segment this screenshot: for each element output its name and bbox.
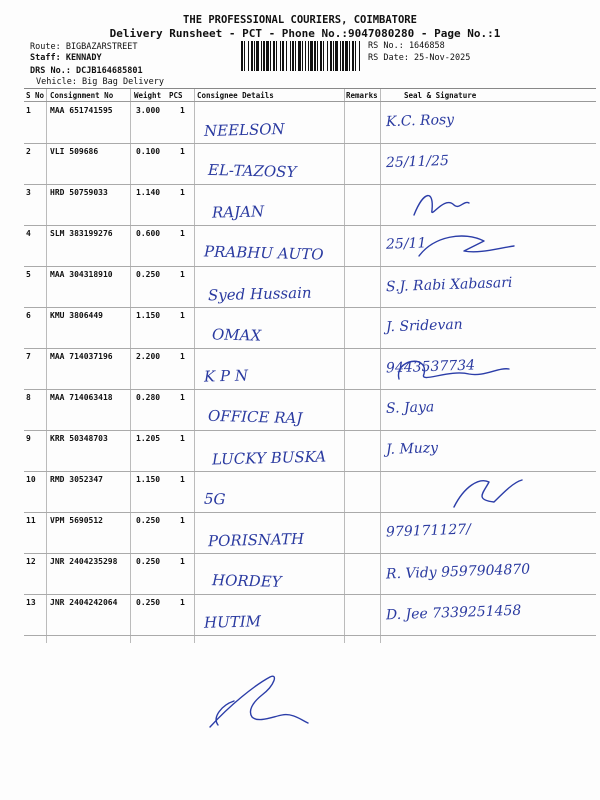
row-pcs: 1 bbox=[180, 434, 185, 443]
row-pcs: 1 bbox=[180, 106, 185, 115]
consignee-handwriting: HUTIM bbox=[203, 612, 262, 632]
row-consignment: MAA 714037196 bbox=[50, 352, 113, 361]
row-pcs: 1 bbox=[180, 598, 185, 607]
row-consignment: JNR 2404242064 bbox=[50, 598, 118, 607]
consignee-handwriting: NEELSON bbox=[203, 119, 285, 141]
row-weight: 1.150 bbox=[136, 311, 161, 320]
row-consignment: VPM 5690512 bbox=[50, 516, 103, 525]
row4-signature bbox=[404, 226, 534, 266]
row-weight: 0.280 bbox=[136, 393, 161, 402]
consignee-handwriting: PRABHU AUTO bbox=[203, 242, 324, 264]
row-pcs: 1 bbox=[180, 270, 185, 279]
row-weight: 3.000 bbox=[136, 106, 161, 115]
row-weight: 0.250 bbox=[136, 598, 161, 607]
row-pcs: 1 bbox=[180, 557, 185, 566]
table-row bbox=[24, 144, 596, 185]
runsheet-subtitle: Delivery Runsheet - PCT - Phone No.:9047080280 - Page No.:1 bbox=[109, 27, 501, 40]
row-sno: 6 bbox=[26, 311, 31, 320]
row-sno: 7 bbox=[26, 352, 31, 361]
row-consignment: SLM 383199276 bbox=[50, 229, 113, 238]
table-row bbox=[24, 103, 596, 144]
signature-handwriting: J. Muzy bbox=[385, 440, 439, 458]
row-sno: 10 bbox=[26, 475, 36, 484]
row-weight: 1.140 bbox=[136, 188, 161, 197]
row-consignment: KRR 50348703 bbox=[50, 434, 108, 443]
row-pcs: 1 bbox=[180, 147, 185, 156]
row-pcs: 1 bbox=[180, 352, 185, 361]
table-row bbox=[24, 595, 596, 636]
row-sno: 1 bbox=[26, 106, 31, 115]
consignee-handwriting: OFFICE RAJ bbox=[207, 406, 303, 428]
row-sno: 5 bbox=[26, 270, 31, 279]
consignee-handwriting: 5G bbox=[203, 489, 226, 509]
row-consignment: MAA 304318910 bbox=[50, 270, 113, 279]
barcode bbox=[240, 41, 362, 71]
row-sno: 13 bbox=[26, 598, 36, 607]
table-row bbox=[24, 513, 596, 554]
row-pcs: 1 bbox=[180, 311, 185, 320]
row-pcs: 1 bbox=[180, 516, 185, 525]
col-header-weight: Weight bbox=[134, 91, 162, 100]
row-sno: 12 bbox=[26, 557, 36, 566]
rs-number: RS No.: 1646858 bbox=[368, 41, 445, 51]
row-weight: 1.205 bbox=[136, 434, 161, 443]
signature-handwriting: S. Jaya bbox=[385, 399, 435, 417]
delivery-table bbox=[24, 88, 596, 643]
col-header-pcs: PCS bbox=[169, 91, 183, 100]
table-row bbox=[24, 390, 596, 431]
consignee-handwriting: RAJAN bbox=[211, 202, 265, 222]
row-sno: 8 bbox=[26, 393, 31, 402]
table-row bbox=[24, 554, 596, 595]
table-row bbox=[24, 308, 596, 349]
row-sno: 4 bbox=[26, 229, 31, 238]
col-header-remarks: Remarks bbox=[346, 91, 378, 100]
row-consignment: VLI 509686 bbox=[50, 147, 99, 156]
row7-signature bbox=[389, 349, 519, 389]
row-sno: 9 bbox=[26, 434, 31, 443]
row-consignment: MAA 651741595 bbox=[50, 106, 113, 115]
row-weight: 0.250 bbox=[136, 270, 161, 279]
signature-handwriting: D. Jee 7339251458 bbox=[385, 602, 522, 624]
table-row bbox=[24, 431, 596, 472]
drs-number: DRS No.: DCJB164685801 bbox=[30, 66, 143, 76]
consignee-handwriting: Syed Hussain bbox=[207, 283, 312, 305]
staff-label: Staff: KENNADY bbox=[30, 53, 102, 63]
row-consignment: KMU 3806449 bbox=[50, 311, 103, 320]
consignee-handwriting: LUCKY BUSKA bbox=[211, 447, 327, 469]
row-weight: 0.100 bbox=[136, 147, 161, 156]
signature-handwriting: S.J. Rabi Xabasari bbox=[385, 274, 513, 296]
col-header-consignment: Consignment No bbox=[50, 91, 114, 100]
row-pcs: 1 bbox=[180, 393, 185, 402]
table-row bbox=[24, 267, 596, 308]
col-header-consignee: Consignee Details bbox=[197, 91, 274, 100]
row-sno: 3 bbox=[26, 188, 31, 197]
row-weight: 0.250 bbox=[136, 516, 161, 525]
signature-handwriting: R. Vidy 9597904870 bbox=[385, 561, 531, 583]
row-consignment: MAA 714063418 bbox=[50, 393, 113, 402]
signature-handwriting: 25/11/25 bbox=[385, 152, 450, 172]
consignee-handwriting: K P N bbox=[203, 366, 249, 386]
row-consignment: RMD 3052347 bbox=[50, 475, 103, 484]
row3-signature bbox=[404, 185, 534, 225]
row-sno: 2 bbox=[26, 147, 31, 156]
signature-handwriting: J. Sridevan bbox=[385, 316, 463, 336]
col-header-seal: Seal & Signature bbox=[404, 91, 477, 100]
row-consignment: HRD 50759033 bbox=[50, 188, 108, 197]
row-weight: 1.150 bbox=[136, 475, 161, 484]
consignee-handwriting: HORDEY bbox=[211, 571, 282, 591]
row-sno: 11 bbox=[26, 516, 36, 525]
row10-signature bbox=[444, 472, 574, 512]
consignee-handwriting: EL-TAZOSY bbox=[207, 160, 297, 182]
signature-handwriting: K.C. Rosy bbox=[385, 111, 455, 131]
signature-handwriting: 979171127/ bbox=[385, 521, 472, 541]
consignee-handwriting: PORISNATH bbox=[207, 529, 305, 551]
row-weight: 0.600 bbox=[136, 229, 161, 238]
row-weight: 2.200 bbox=[136, 352, 161, 361]
vehicle-label: Vehicle: Big Bag Delivery bbox=[36, 77, 164, 87]
row-weight: 0.250 bbox=[136, 557, 161, 566]
route-label: Route: BIGBAZARSTREET bbox=[30, 42, 138, 52]
col-header-sno: S No bbox=[26, 91, 45, 100]
row-pcs: 1 bbox=[180, 229, 185, 238]
row-pcs: 1 bbox=[180, 475, 185, 484]
row-consignment: JNR 2404235298 bbox=[50, 557, 118, 566]
signature-handwriting: 9443537734 bbox=[385, 357, 476, 377]
consignee-handwriting: OMAX bbox=[211, 325, 262, 345]
signature-handwriting: 25/11 bbox=[385, 235, 427, 253]
driver-signature bbox=[200, 665, 320, 735]
row-pcs: 1 bbox=[180, 188, 185, 197]
rs-date: RS Date: 25-Nov-2025 bbox=[368, 53, 471, 63]
company-name: THE PROFESSIONAL COURIERS, COIMBATORE bbox=[183, 14, 417, 26]
